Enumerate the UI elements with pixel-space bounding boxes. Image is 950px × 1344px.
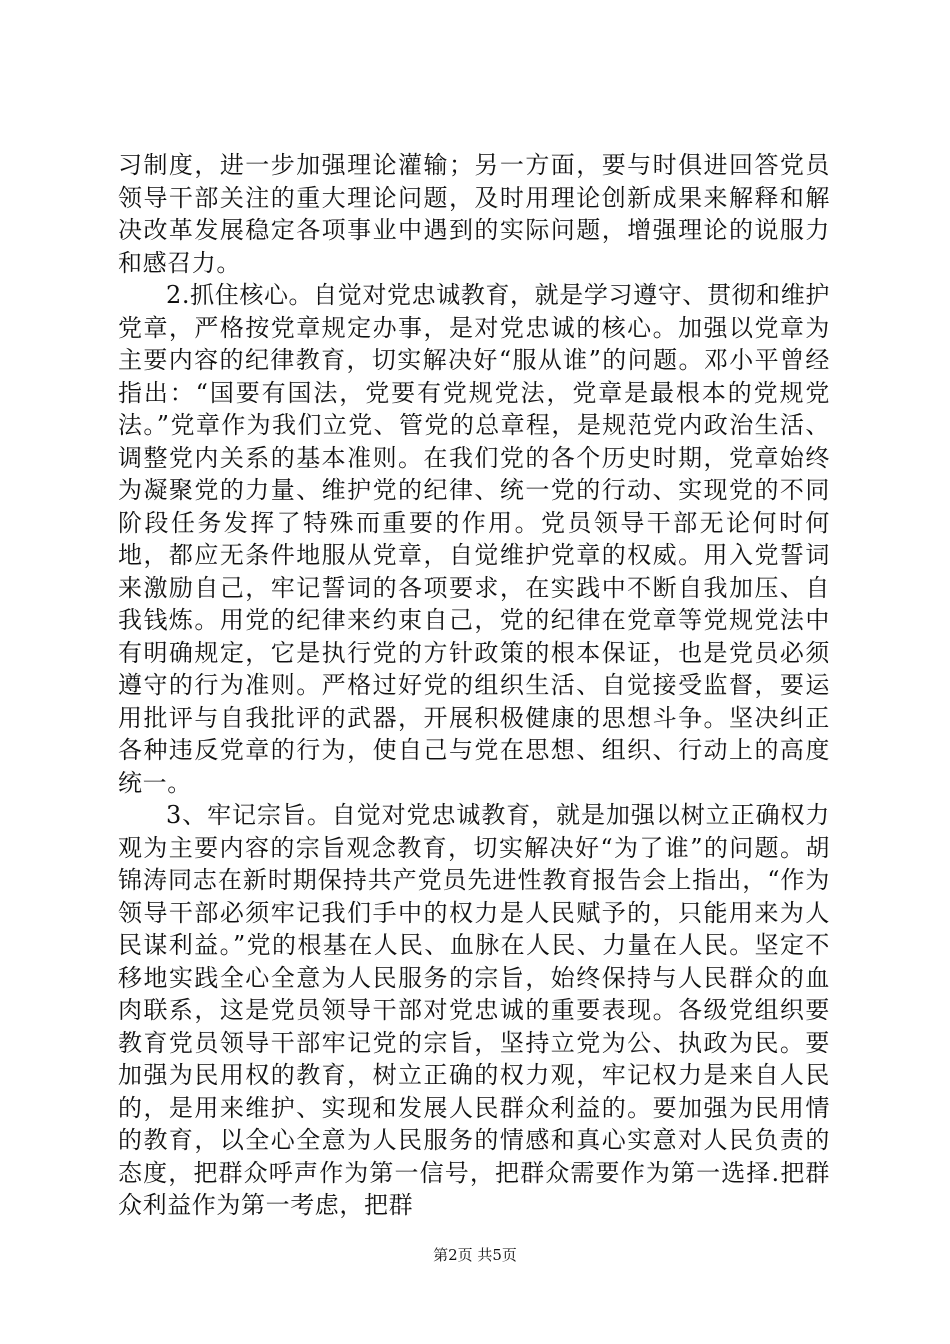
page-number-footer: 第2页 共5页 bbox=[433, 1246, 517, 1264]
paragraph-continuation: 习制度，进一步加强理论灌输；另一方面，要与时俱进回答党员领导干部关注的重大理论问题，及时用理论创新成果来解释和解决改革发展稳定各项事业中遇到的实际问题，增强理论的说服力和感召力。 bbox=[118, 151, 830, 277]
paragraph-grasp-core: 2.抓住核心。自觉对党忠诚教育，就是学习遵守、贯彻和维护党章，严格按党章规定办事，是对党忠诚的核心。加强以党章为主要内容的纪律教育，切实解决好“服从谁”的问题。邓小平曾经指出：“国要有国法，党要有党规党法，党章是最根本的党规党法。”党章作为我们立党、管党的总章程，是规范党内政治生活、调整党内关系的基本准则。在我们党的各个历史时期，党章始终为凝聚党的力量、维护党的纪律、统一党的行动、实现党的不同阶段任务发挥了特殊而重要的作用。党员领导干部无论何时何地，都应无条件地服从党章，自觉维护党章的权威。用入党誓词来激励自己，牢记誓词的各项要求，在实践中不断自我加压、自我钱炼。用党的纪律来约束自己，党的纪律在党章等党规党法中有明确规定，它是执行党的方针政策的根本保证，也是党员必须遵守的行为准则。严格过好党的组织生活、自觉接受监督，要运用批评与自我批评的武器，开展积极健康的思想斗争。坚决纠正各种违反党章的行为，使自己与党在思想、组织、行动上的高度统一。 bbox=[118, 281, 830, 797]
paragraph-remember-purpose: 3、牢记宗旨。自觉对党忠诚教育，就是加强以树立正确权力观为主要内容的宗旨观念教育，切实解决好“为了谁”的问题。胡锦涛同志在新时期保持共产党员先进性教育报告会上指出，“作为领导干部必须牢记我们手中的权力是人民赋予的，只能用来为人民谋利益。”党的根基在人民、血脉在人民、力量在人民。坚定不移地实践全心全意为人民服务的宗旨，始终保持与人民群众的血肉联系，这是党员领导干部对党忠诚的重要表现。各级党组织要教育党员领导干部牢记党的宗旨，坚持立党为公、执政为民。要加强为民用权的教育，树立正确的权力观，牢记权力是来自人民的，是用来维护、实现和发展人民群众利益的。要加强为民用情的教育，以全心全意为人民服务的情感和真心实意对人民负责的态度，把群众呼声作为第一信号，把群众需要作为第一选择.把群众利益作为第一考虑，把群 bbox=[118, 801, 830, 1219]
document-body bbox=[118, 149, 830, 1222]
